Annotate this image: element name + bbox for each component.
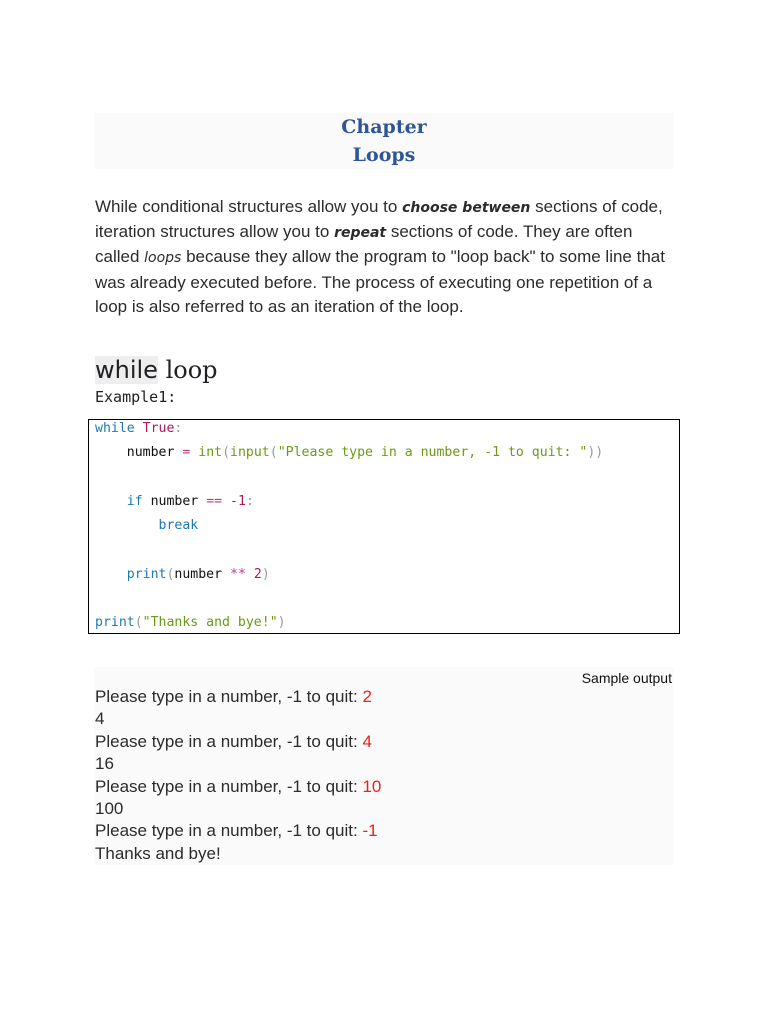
code-fn-input: input bbox=[230, 445, 270, 460]
output-prompt-text: Please type in a number, -1 to quit: bbox=[95, 732, 363, 751]
code-colon: : bbox=[245, 494, 254, 509]
intro-loops: loops bbox=[144, 250, 182, 267]
code-fn-print: print bbox=[95, 615, 135, 630]
code-op-assign: = bbox=[182, 445, 191, 460]
code-paren: ( bbox=[134, 615, 143, 630]
code-block bbox=[88, 419, 680, 634]
output-user-input: 2 bbox=[362, 687, 372, 706]
chapter-title-box bbox=[94, 113, 674, 169]
output-prompt-text: Please type in a number, -1 to quit: bbox=[95, 687, 363, 706]
output-result-line: 4 bbox=[95, 709, 105, 728]
chapter-label: Chapter bbox=[341, 116, 427, 138]
sample-output-box bbox=[94, 667, 674, 865]
code-string-thanks: "Thanks and bye!" bbox=[142, 615, 278, 630]
output-user-input: 10 bbox=[362, 777, 382, 796]
output-prompt-line bbox=[95, 820, 378, 842]
code-fn-int: int bbox=[198, 445, 223, 460]
code-colon: : bbox=[174, 421, 183, 436]
code-var-number: number bbox=[150, 494, 199, 509]
output-prompt-line bbox=[95, 686, 372, 708]
output-prompt-line bbox=[95, 731, 372, 753]
code-paren: ) bbox=[261, 567, 270, 582]
code-num-neg1: -1 bbox=[230, 494, 246, 509]
intro-text-2: sections of code, iteration structures allow you to bbox=[95, 197, 663, 242]
section-heading bbox=[95, 354, 218, 387]
output-result-line: 100 bbox=[95, 799, 124, 818]
example-label: Example1: bbox=[95, 388, 177, 406]
intro-choose-between: choose between bbox=[402, 200, 531, 216]
code-fn-print: print bbox=[126, 567, 167, 582]
code-keyword-break: break bbox=[158, 518, 199, 533]
output-result-line: 16 bbox=[95, 754, 114, 773]
heading-keyword: while bbox=[95, 356, 158, 384]
code-op-equals: == bbox=[206, 494, 223, 509]
output-prompt-line bbox=[95, 776, 381, 798]
code-line-6 bbox=[95, 614, 286, 632]
code-num-2: 2 bbox=[253, 567, 262, 582]
output-final-line: Thanks and bye! bbox=[95, 844, 221, 863]
code-line-5 bbox=[95, 566, 270, 584]
code-const-true: True bbox=[142, 421, 175, 436]
code-op-power: ** bbox=[230, 567, 246, 582]
code-line-2 bbox=[95, 444, 603, 462]
output-user-input: 4 bbox=[362, 732, 372, 751]
code-paren: ) bbox=[277, 615, 286, 630]
output-prompt-text: Please type in a number, -1 to quit: bbox=[95, 777, 363, 796]
code-paren: ( bbox=[222, 445, 231, 460]
code-var-number: number bbox=[174, 567, 223, 582]
intro-repeat: repeat bbox=[334, 225, 387, 242]
intro-text-3: sections of code. They are often called bbox=[95, 222, 633, 267]
sample-output-title: Sample output bbox=[581, 670, 672, 686]
output-user-input: -1 bbox=[362, 821, 378, 840]
code-paren: ( bbox=[166, 567, 175, 582]
code-var-number: number bbox=[126, 445, 175, 460]
heading-rest: loop bbox=[157, 356, 218, 384]
chapter-name: Loops bbox=[352, 144, 416, 166]
intro-text-1: While conditional structures allow you to bbox=[95, 197, 403, 216]
code-keyword-while: while bbox=[95, 421, 135, 436]
code-line-4 bbox=[95, 517, 198, 535]
code-paren: )) bbox=[587, 445, 604, 460]
code-string-prompt: "Please type in a number, -1 to quit: " bbox=[277, 445, 588, 460]
code-line-3 bbox=[95, 493, 254, 511]
intro-paragraph bbox=[95, 195, 673, 319]
output-prompt-text: Please type in a number, -1 to quit: bbox=[95, 821, 363, 840]
code-paren: ( bbox=[269, 445, 278, 460]
intro-text-4: because they allow the program to "loop back" to some line that was already executed before. The process of executing one repetition of a loop is also referred to as an iteration of the loop. bbox=[95, 247, 665, 316]
code-line-1 bbox=[95, 420, 182, 438]
code-keyword-if: if bbox=[126, 494, 143, 509]
